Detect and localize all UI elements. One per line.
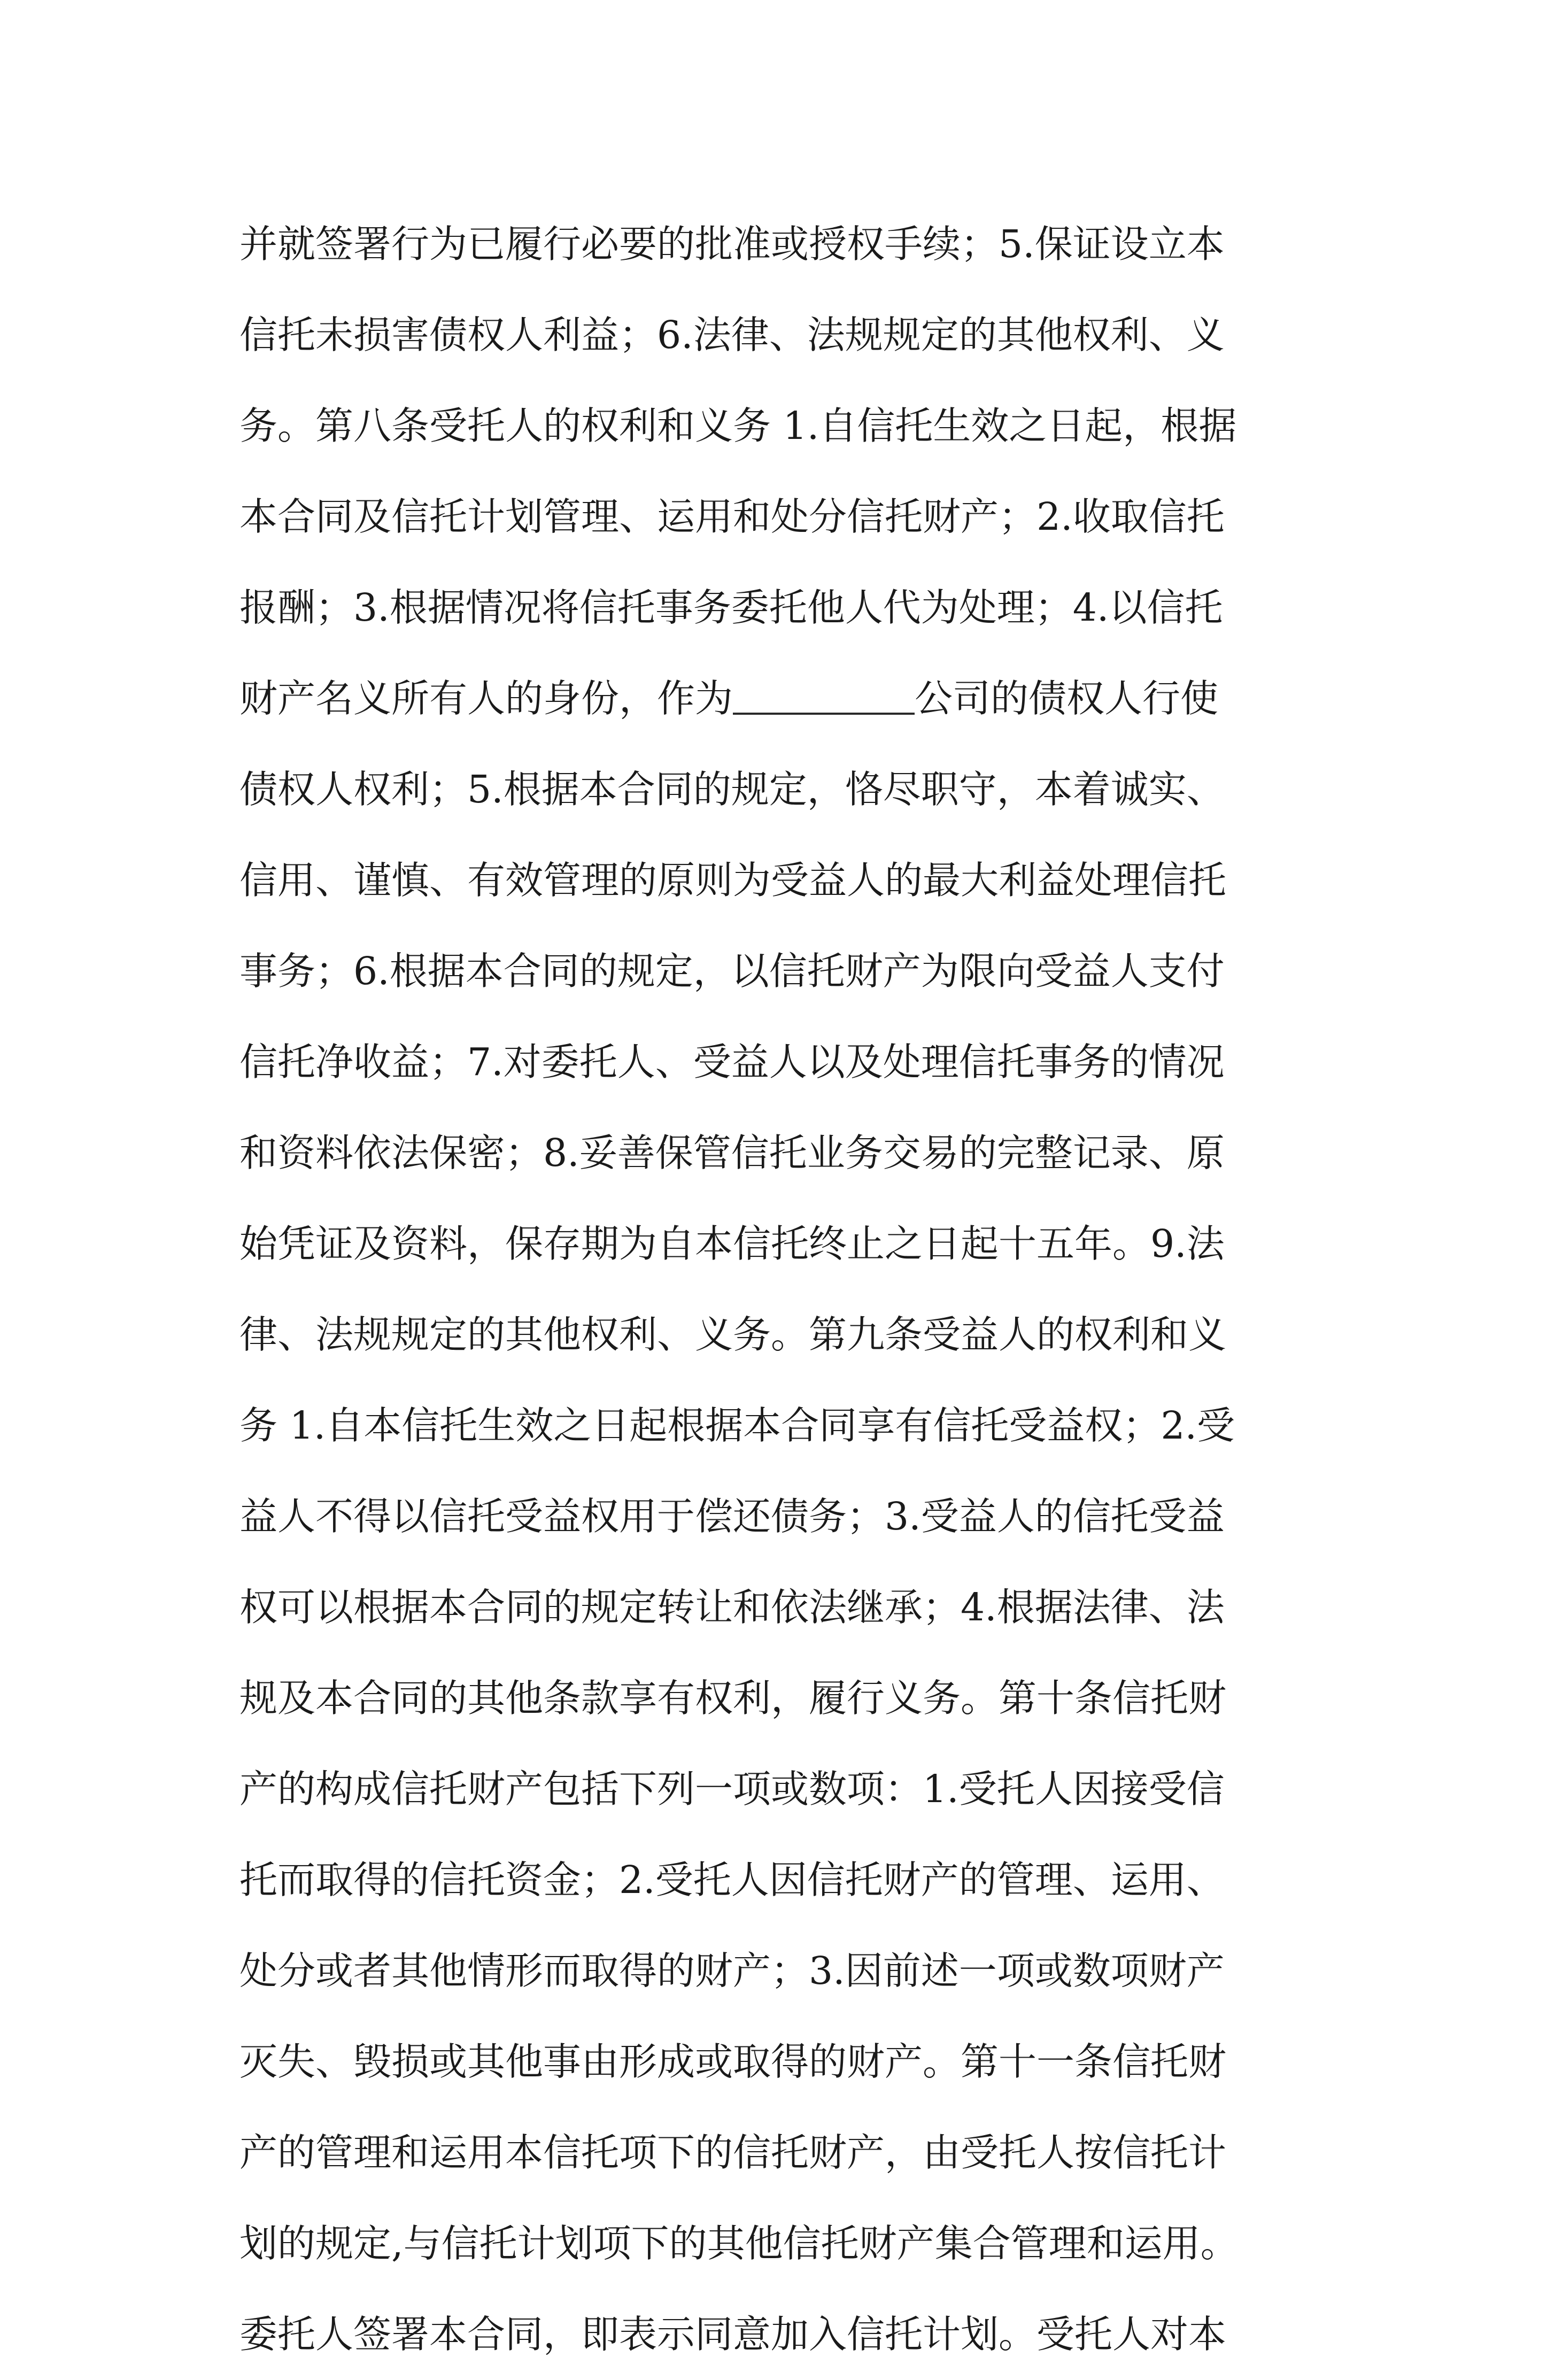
text-line: 事务；6.根据本合同的规定，以信托财产为限向受益人支付 <box>239 949 1225 993</box>
contract-body-text <box>239 199 1325 2380</box>
text-line: 始凭证及资料，保存期为自本信托终止之日起十五年。9.法 <box>239 1222 1225 1266</box>
text-segment: 财产名义所有人的身份，作为 <box>239 676 733 721</box>
text-line: 灭失、毁损或其他事由形成或取得的财产。第十一条信托财 <box>239 2039 1227 2084</box>
text-line: 划的规定,与信托计划项下的其他信托财产集合管理和运用。 <box>239 2221 1239 2266</box>
text-line: 债权人权利；5.根据本合同的规定，恪尽职守，本着诚实、 <box>239 767 1225 812</box>
text-segment: 公司的债权人行使 <box>915 676 1219 721</box>
text-line-with-blank <box>239 653 1325 744</box>
text-line: 益人不得以信托受益权用于偿还债务；3.受益人的信托受益 <box>239 1494 1225 1539</box>
text-line: 报酬；3.根据情况将信托事务委托他人代为处理；4.以信托 <box>239 585 1223 630</box>
text-line: 信托未损害债权人利益；6.法律、法规规定的其他权利、义 <box>239 313 1225 357</box>
text-line: 务 1.自本信托生效之日起根据本合同享有信托受益权；2.受 <box>239 1403 1235 1448</box>
text-line: 产的管理和运用本信托项下的信托财产，由受托人按信托计 <box>239 2130 1227 2175</box>
text-line: 信用、谨慎、有效管理的原则为受益人的最大利益处理信托 <box>239 858 1227 902</box>
text-line: 规及本合同的其他条款享有权利，履行义务。第十条信托财 <box>239 1676 1227 1720</box>
text-line: 委托人签署本合同，即表示同意加入信托计划。受托人对本 <box>239 2312 1227 2356</box>
text-line: 产的构成信托财产包括下列一项或数项：1.受托人因接受信 <box>239 1767 1225 1811</box>
text-line: 权可以根据本合同的规定转让和依法继承；4.根据法律、法 <box>239 1585 1225 1629</box>
text-line: 律、法规规定的其他权利、义务。第九条受益人的权利和义 <box>239 1312 1227 1357</box>
text-line: 务。第八条受托人的权利和义务 1.自信托生效之日起，根据 <box>239 404 1237 448</box>
text-line: 本合同及信托计划管理、运用和处分信托财产；2.收取信托 <box>239 494 1225 539</box>
text-line: 并就签署行为已履行必要的批准或授权手续；5.保证设立本 <box>239 222 1225 266</box>
text-line: 信托净收益；7.对委托人、受益人以及处理信托事务的情况 <box>239 1040 1225 1084</box>
text-line: 处分或者其他情形而取得的财产；3.因前述一项或数项财产 <box>239 1949 1225 1993</box>
text-line: 和资料依法保密；8.妥善保管信托业务交易的完整记录、原 <box>239 1131 1225 1175</box>
company-name-blank <box>733 681 915 715</box>
text-line: 托而取得的信托资金；2.受托人因信托财产的管理、运用、 <box>239 1858 1225 1902</box>
